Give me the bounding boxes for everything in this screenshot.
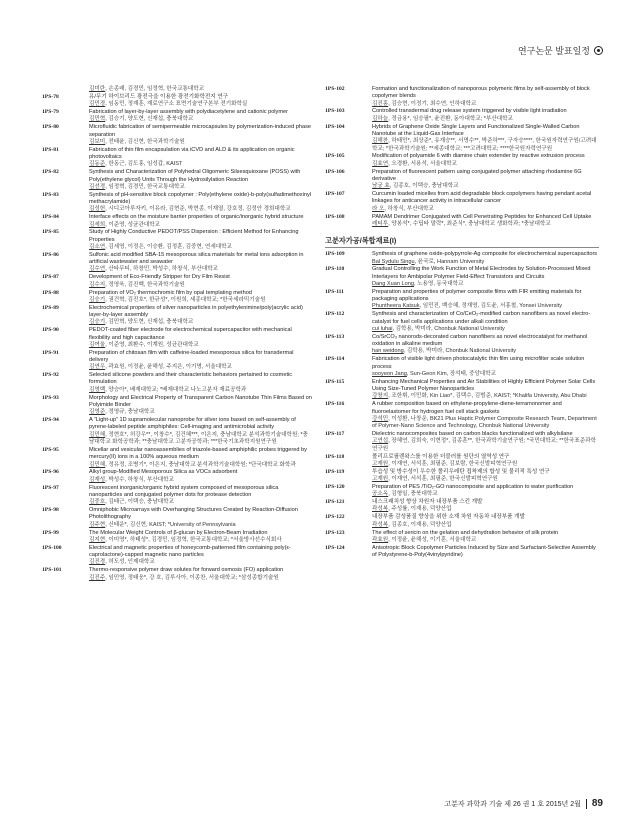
entry-body <box>372 191 599 213</box>
entry-code: 1PS-103 <box>325 108 345 115</box>
entry-body <box>372 545 599 560</box>
entry-body <box>89 327 312 349</box>
entry-authors: Bal Sydulu Singu, 윤국로, Hannam University <box>372 258 485 265</box>
entry-body <box>372 266 599 288</box>
entry-body <box>89 86 312 93</box>
page-number: 89 <box>591 798 603 809</box>
entry-authors: 고재원, 이재연, 서석훈, 최필준, 김보람, 한국신발피혁연구원 <box>372 460 518 467</box>
program-entry <box>42 567 312 582</box>
entry-authors: 김민경, 임동민, 정재훈, 재료연구소 표면기술연구본부 전기화학실 <box>89 101 248 108</box>
entry-title: Interface effects on the moisture barrier properties of organic/inorganic hybrid structure <box>89 214 304 221</box>
entry-code: 1PS-82 <box>42 169 59 176</box>
program-entry <box>325 484 599 499</box>
entry-code: 1PS-90 <box>42 327 59 334</box>
entry-code: 1PS-119 <box>325 468 345 475</box>
entry-title: 유/무기 하이브리드 광전극을 이용한 광전기화학전지 연구 <box>89 93 229 100</box>
entry-code: 1PS-88 <box>42 289 59 296</box>
program-entry <box>42 290 312 305</box>
program-entry <box>325 401 599 430</box>
entry-code: 1PS-95 <box>42 446 59 453</box>
entry-body <box>89 469 312 484</box>
entry-code: 1PS-104 <box>325 123 345 130</box>
left-column <box>42 86 312 582</box>
entry-authors: cui luhai, 김학용, 박미라, Chonbuk National University <box>372 325 505 332</box>
entry-authors: 공소옥, 김형일, 충북대학교 <box>372 491 438 498</box>
program-entry <box>42 86 312 93</box>
entry-body <box>372 356 599 378</box>
program-entry <box>325 169 599 191</box>
program-entry <box>42 274 312 289</box>
program-entry <box>42 214 312 229</box>
entry-body <box>372 214 599 229</box>
entry-code: 1PS-78 <box>42 93 59 100</box>
entry-body <box>89 124 312 146</box>
entry-body <box>372 454 599 469</box>
entry-code: 1PS-115 <box>325 378 345 385</box>
entry-body <box>89 290 312 305</box>
entry-code: 1PS-108 <box>325 213 345 220</box>
entry-authors: 고연섭, 장혜연, 김희숙, 이현정*, 김종훈**, 한국과학기술연구원; *국민대학교; **한국표준과학연구원 <box>372 438 596 452</box>
entry-body <box>89 395 312 417</box>
program-entry <box>42 485 312 507</box>
entry-authors: Phuntheera Katsuk, 임민진, 백승혜, 정재영, 김도윤, 서홍철, Yonsei University <box>372 303 562 310</box>
entry-title: Omniphobic Microarrays with Overhanging Structures Created by Reaction-Diffusion Photolithography <box>89 507 298 521</box>
entry-code: 1PS-79 <box>42 109 59 116</box>
program-entry <box>325 545 599 560</box>
entry-code: 1PS-89 <box>42 304 59 311</box>
entry-code: 1PS-121 <box>325 499 345 506</box>
entry-authors: 고재원, 이재연, 서석훈, 최필준, 한국신발피혁연구원 <box>372 476 498 483</box>
entry-title: Preparation of fluorescent pattern using conjugated polymer attaching rhodamine 6G derivative <box>372 168 582 182</box>
program-entry <box>325 108 599 123</box>
program-entry <box>325 454 599 469</box>
entry-authors: 김수연, 산타무티, 하창민, 박성수, 하창식, 부산대학교 <box>89 266 219 273</box>
entry-title: Microfluidic fabrication of semipermeable microcapsules by polymerization-induced phase separation <box>89 124 311 138</box>
entry-title: Morphology and Electrical Property of Transparent Carbon Nanotube Thin Films Based on Polyimide Binder <box>89 394 312 408</box>
entry-authors: 곽성복, 주성률, 이재용, 덕양산업 <box>372 506 452 513</box>
entry-title: Fabrication of thin film encapsulation via iCVD and ALD & its application on organic photovoltaics <box>89 146 295 161</box>
entry-code: 1PS-106 <box>325 168 345 175</box>
entry-authors: 김민혁, 김승기, 양도현, 신재섭, 충북대학교 <box>89 116 194 123</box>
program-entry <box>42 447 312 469</box>
entry-authors: 김동준, 한동근, 김도홍, 임성갑, KAIST <box>89 161 183 168</box>
entry-authors: 김하늘, 정금용*, 임승필*, 윤진환, 동아대학교; *부산대학교 <box>372 115 513 122</box>
program-entry <box>42 192 312 214</box>
entry-code: 1PS-124 <box>325 544 345 551</box>
entry-authors: 김민혜, 정현호*, 허강우**, 이창수*, 김건혜***, 이은지, 충남대학교 분석과학기술대학원; *충남대학교 화학공학과; **충남대학교 고분자공학과; ***한국기초과학지원연구원 <box>89 431 309 446</box>
entry-body <box>372 289 599 311</box>
entry-code: 1PS-94 <box>42 417 59 424</box>
entry-title: The effect of sericin on the gelation and dehydration behavior of silk protein <box>372 529 559 536</box>
program-entry <box>42 147 312 169</box>
entry-title: Synthesis and Characterization of Polyhedral Oligomeric Silsesquioxane (POSS) with Poly(ethylene glycol) Units Through the Hydrosilylation Reaction <box>89 169 301 183</box>
entry-authors: 김승기, 권건혁, 김진호*, 한규성*, 이원희, 세종대학교; *한국세라믹기술원 <box>89 296 266 303</box>
entry-code: 1PS-92 <box>42 372 59 379</box>
program-entry <box>42 469 312 484</box>
entry-code: 1PS-96 <box>42 469 59 476</box>
entry-body <box>372 334 599 356</box>
entry-code: 1PS-113 <box>325 333 345 340</box>
entry-body <box>89 305 312 327</box>
entry-body <box>372 108 599 123</box>
entry-title: Sulfonic acid modified SBA-15 mesoporous silica materials for metal ions adsorption in artificial wastewater and seawater <box>89 251 304 266</box>
program-entry <box>42 545 312 567</box>
entry-title: A “Light-up” 1D supramolecular nanoprobe for silver ions based on self-assembly of pyrene-labeled peptide amphiphiles: Cell-imaging and antimicrobial activity <box>89 417 296 431</box>
entry-title: Formation and functionalization of nanoporous polymeric films by self-assembly of block copolymer blends <box>372 86 590 100</box>
program-entry <box>42 109 312 124</box>
entry-code: 1PS-100 <box>42 544 62 551</box>
entry-title: Synthesis of graphene oxide-polypyrrole-Ag composite for electrochemical supercapacitors <box>372 251 598 258</box>
entry-code: 1PS-80 <box>42 124 59 131</box>
entry-code: 1PS-87 <box>42 274 59 281</box>
entry-code: 1PS-117 <box>325 431 345 438</box>
entry-title: A rubber composition based on ethylene-propylene-diene-terramonomer and fluoroelastomer for hydrogen fuel cell stack gaskets <box>372 401 562 415</box>
entry-title: The Molecular Weight Controls of β-glucan by Electron-Beam Irradiation <box>89 529 268 536</box>
program-entry <box>325 356 599 378</box>
program-entry <box>325 153 599 168</box>
entry-body <box>89 252 312 274</box>
entry-title: Fluorescent inorganic/organic hybrid system composed of mesoporous silica nanoparticles and conjugated polymer dots for protease detection <box>89 484 279 498</box>
entry-code: 1PS-120 <box>325 483 345 490</box>
entry-code: 1PS-93 <box>42 394 59 401</box>
entry-body <box>89 567 312 582</box>
program-entry <box>42 94 312 109</box>
entry-title: Gradual Controlling the Work Function of Metal Electrodes by Solution-Processed Mixed Interlayers for Ambipolar Polymer Field-Effect Transistors and Circuits <box>372 266 591 280</box>
entry-authors: 김지현, 이미영*, 하태성*, 김경민, 임정혁, 한국교통대학교; *서울방사선수식회사 <box>89 536 282 543</box>
entry-authors: 김미란, 손종래, 김경민, 임정혁, 한국교통대학교 <box>89 86 205 92</box>
program-entry <box>325 124 599 153</box>
entry-body <box>372 431 599 453</box>
entry-title: PAMAM Dendrimer Conjugated with Cell Penetrating Peptides for Enhanced Cell Uptake <box>372 213 592 220</box>
entry-title: 폴리프로필렌왁스를 이용한 더블러를 원단의 열역성 연구 <box>372 453 510 460</box>
right-entries-bottom <box>325 251 599 559</box>
entry-authors: 김보미, 전태윤, 김신현, 한국과학기술원 <box>89 138 185 145</box>
entry-title: Alkyl group-Modified Mesoporous Silica as VOCs adsorbent <box>89 469 238 476</box>
entry-body <box>372 499 599 514</box>
program-entry <box>42 305 312 327</box>
program-entry <box>42 327 312 349</box>
entry-code: 1PS-85 <box>42 229 59 236</box>
entry-code: 1PS-99 <box>42 529 59 536</box>
entry-authors: 김영준, 정영규, 충남대학교 <box>89 409 155 416</box>
entry-body <box>372 530 599 545</box>
entry-code: 1PS-91 <box>42 349 59 356</box>
entry-authors: 김여울, 이준영, 최환수, 이계원, 성균관대학교 <box>89 341 199 348</box>
program-entry <box>325 86 599 108</box>
entry-code: 1PS-97 <box>42 484 59 491</box>
entry-body <box>89 447 312 469</box>
program-entry <box>325 311 599 333</box>
entry-title: Fabrication of layer-by-layer assembly with polydiacetylene and cationic polymer <box>89 109 288 116</box>
entry-body <box>372 484 599 499</box>
entry-body <box>89 214 312 229</box>
entry-title: Study of Highly Conductive PEDOT/PSS Dispersion : Efficient Method for Enhancing Properties <box>89 229 299 243</box>
right-column <box>325 86 599 560</box>
entry-title: Synthesis of pH-sensitive block copolymer : Poly(ethylene oxide)-b-poly(sulfadimethoxinyl methacrylamide) <box>89 191 311 206</box>
entry-body <box>372 169 599 191</box>
program-entry <box>42 372 312 394</box>
entry-body <box>372 514 599 529</box>
entry-code: 1PS-102 <box>325 86 345 92</box>
entry-authors: 김진주, 임민영, 정태웅*, 강 호, 김루사아, 이종찬, 서울대학교; *삼성종합기술원 <box>89 574 279 581</box>
program-entry <box>42 530 312 545</box>
entry-title: Electrical and magnetic properties of honeycomb-patterned film containing poly(ε-caprolactone)-capped magnetic nano particles <box>89 544 291 559</box>
entry-code: 1PS-105 <box>325 153 345 160</box>
entry-body <box>89 109 312 124</box>
entry-body <box>89 169 312 191</box>
entry-authors: 김주현, 신태운*, 김신현, KAIST; *University of Pennsylvania <box>89 521 236 528</box>
entry-authors: 김수지, 정영욱, 김진백, 한국과학기술원 <box>89 281 185 288</box>
entry-authors: 남궁 효, 김종호, 이택승, 충남대학교 <box>372 183 459 190</box>
entry-code: 1PS-110 <box>325 266 345 273</box>
entry-title: Preparation of PES /TiO₂-GO nanocomposite and application to water purification <box>372 483 574 490</box>
entry-body <box>89 372 312 394</box>
entry-title: Micellar and vesicular nanoassemblies of triazole-based amphiphilic probes triggered by mercury(II) ions in a 100% aqueous medium <box>89 446 307 461</box>
entry-title: Preparation and properties of polymer composite films with FIR emitting materials for packaging applications <box>372 288 582 303</box>
entry-body <box>89 229 312 251</box>
entry-code: 1PS-101 <box>42 567 62 574</box>
circle-bullet-icon <box>594 46 603 55</box>
entry-code: 1PS-112 <box>325 311 345 318</box>
entry-title: Modification of polyamide 6 with diamine chain extender by reactive extrusion process <box>372 153 585 160</box>
program-entry <box>325 469 599 484</box>
entry-body <box>372 86 599 108</box>
entry-authors: 김해찬, 하태민*, 최상준*, 유재승**, 서명수**, 박준하***, 구자승****, 한국원자력연구원/고려대학교; *한국과학기술원; **세종대학교; ***고려대학교; ****한국원자력연구원 <box>372 138 597 152</box>
header-title: 연구논문 발표일정 <box>517 46 590 56</box>
entry-authors: 김선경, 임정혁, 김경민, 한국교통대학교 <box>89 183 185 190</box>
entry-authors: 김효연, 오경환, 서용석, 서울대학교 <box>372 160 457 167</box>
program-entry <box>42 169 312 191</box>
entry-code: 1PS-86 <box>42 251 59 258</box>
entry-code: 1PS-83 <box>42 191 59 198</box>
program-entry <box>325 191 599 213</box>
entry-body <box>89 485 312 507</box>
entry-authors: 강창지, 조한휘, 이민화, Kin Liao*, 김택수, 김범준, KAIST; *Khalifa University, Abu Dhabi <box>372 393 587 400</box>
entry-body <box>89 530 312 545</box>
entry-title: Preparation of chitosan film with caffeine-loaded mesoporous silica for transdermal delivery <box>89 349 294 363</box>
program-entry <box>325 530 599 545</box>
entry-body <box>89 192 312 214</box>
entry-authors: 김민혜, 정유정, 조병기*, 이은지, 충남대학교 분석과학기술대학원; *단국대학교 화학과 <box>89 461 296 468</box>
page-header <box>518 44 603 57</box>
entry-title: Dielectric nanocomposites based on carbon blacks functionalized with alkylsilane <box>372 431 573 438</box>
entry-authors: 김세희, 이준영, 성균관대학교 <box>89 221 161 228</box>
program-entry <box>42 350 312 372</box>
entry-authors: 김중호, 김태근, 이택승, 충남대학교 <box>89 499 174 506</box>
section-heading: 고분자가공/복합재료(I) <box>325 236 599 248</box>
program-entry <box>325 289 599 311</box>
program-entry <box>325 266 599 288</box>
entry-code <box>42 86 89 93</box>
entry-title: 내스크래치성 향상 차원자 내장부품 스킨 개발 <box>372 499 483 506</box>
entry-code: 1PS-116 <box>325 401 345 408</box>
entry-authors: sooyeon Jang, Sun-Geon Kim, 장석태, 중앙대학교 <box>372 370 497 377</box>
entry-authors: 김진홍, 김승현, 이정기, 최수연, 인하대학교 <box>372 100 477 107</box>
entry-code: 1PS-123 <box>325 529 345 536</box>
entry-authors: 김진경, 허도성, 인제대학교 <box>89 559 155 566</box>
program-entry <box>42 417 312 446</box>
entry-title: Synthesis and characterization of Co/CeO₂-modified carbon nanofibers as novel electro-catalyst for fuel cells applications under alkali condition <box>372 311 591 325</box>
entry-code: 1PS-118 <box>325 453 345 460</box>
entry-title: Anisotropic Block Copolymer Particles Induced by Size and Surfactant-Selective Assembly of Polystyrene-b-Poly(4vinylpyridine) <box>372 544 596 558</box>
entry-authors: han weidong, 김학용, 박미라, Chonbuk National University <box>372 348 517 355</box>
entry-authors: 강석민, 이성환, 나창운, BK21 Plus Haptic Polymer Composite Research Team, Department of Polymer-Nano Science and Technology, Chonbuk National University <box>372 415 597 430</box>
entry-code: 1PS-122 <box>325 514 345 521</box>
program-entry <box>325 499 599 514</box>
page-footer <box>444 798 603 809</box>
program-entry <box>325 514 599 529</box>
entry-body <box>89 507 312 529</box>
entry-authors: 김성헌, 시디코아루자키, 이유라, 김현준, 박현종, 이재열, 강호정, 김정안 경희대학교 <box>89 206 291 213</box>
entry-body <box>372 251 599 266</box>
program-entry <box>325 379 599 401</box>
entry-authors: 곽효원, 이정윤, 윤해성, 이기훈, 서울대학교 <box>372 536 477 543</box>
program-entry <box>42 229 312 251</box>
entry-code: 1PS-98 <box>42 507 59 514</box>
entry-title: Co/SrCO₃ nanorods-decorated carbon nanofibers as novel electrocatalyst for methanol oxidation in alkaline medium <box>372 333 588 348</box>
entry-body <box>89 274 312 289</box>
program-entry <box>42 507 312 529</box>
entry-title: Fabrication of visible light driven photocatalytic thin film using microfilter scale solution process <box>372 356 585 370</box>
entry-authors: 레티투, 양봉석*, 수딥타 말락*, 최준식*, 충남대학교 생화학과; *충남대학교 <box>372 220 551 227</box>
entry-code: 1PS-114 <box>325 356 345 363</box>
entry-authors: 김재성, 박성수, 하창식, 부산대학교 <box>89 476 174 483</box>
entry-authors: 김소연, 김세영, 이정은, 이승환, 김정훈, 김중현, 연세대학교 <box>89 243 232 250</box>
entry-body <box>89 545 312 567</box>
entry-body <box>372 401 599 430</box>
entry-title: Enhancing Mechanical Properties and Air Stabilities of Highly Efficient Polymer Solar Cells Using Size-Tuned Polymer Nanoparticles <box>372 378 596 393</box>
program-entry <box>325 334 599 356</box>
entry-title: Curcumin loaded micelles from acid degradable block copolymers having pendant acetal linkages for anticancer activity in intracellular cancer <box>372 191 592 205</box>
entry-title: Thermo-responsive polymer draw solutes for forward osmosis (FO) application <box>89 567 284 574</box>
entry-body <box>89 147 312 169</box>
entry-authors: 라 오, 하창식, 부산대학교 <box>372 205 434 212</box>
entry-title: 내장부품 감성품질 향상을 위한 소재 차원 자동차 내장부품 개발 <box>372 514 525 521</box>
entry-title: Development of Eco-Friendly Stripper for Dry Film Resist <box>89 274 230 281</box>
entry-code: 1PS-111 <box>325 288 344 295</box>
entry-authors: 곽성복, 김종호, 이재용, 덕양산업 <box>372 521 452 528</box>
entry-authors: 김승기, 김민혁, 양도현, 신재섭, 충북대학교 <box>89 319 194 326</box>
program-entry <box>42 124 312 146</box>
entry-title: Hybrids of Graphene Oxide Single Layers and Functionalized Single-Walled Carbon Nanotube at the Liquid-Gas Interface <box>372 123 580 137</box>
entry-authors: Dang Xuan Long, 노용영, 동국대학교 <box>372 280 464 287</box>
right-entries-top <box>325 86 599 228</box>
entry-title: 투습성 및 방수성이 우수한 폴리우레탄 접착제의 합성 및 물리적 특성 연구 <box>372 468 550 475</box>
entry-code: 1PS-84 <box>42 214 59 221</box>
entry-title: Preparation of VO₂ thermochromic film by opal templating method <box>89 289 252 296</box>
entry-authors: 김연우, 곽효원, 이정윤, 윤해성, 주지은, 이기명, 서울대학교 <box>89 364 232 371</box>
program-entry <box>325 251 599 266</box>
entry-authors: 김영백, 양승아*, 배재대학교; *배재대학교 나노고분자 재료공학과 <box>89 386 247 393</box>
entry-code: 1PS-109 <box>325 251 345 258</box>
entry-title: PEDOT-coated fiber electrode for electrochemical supercapacitor with mechanical flexibility and high capacitance <box>89 327 292 341</box>
entry-body <box>89 94 312 109</box>
program-entry <box>325 431 599 453</box>
entry-body <box>372 311 599 333</box>
entry-body <box>372 153 599 168</box>
entry-body <box>89 417 312 446</box>
entry-title: Electrochemical properties of silver nanoparticles in polyethylenimine/poly(acrylic acid) layer-by-layer assembly <box>89 304 303 319</box>
entry-code: 1PS-81 <box>42 146 59 153</box>
program-entry <box>42 395 312 417</box>
journal-info: 고분자 과학과 기술 제 26 권 1 호 2015년 2월 <box>444 800 581 808</box>
footer-divider <box>586 799 587 809</box>
program-entry <box>325 214 599 229</box>
entry-body <box>372 124 599 153</box>
program-entry <box>42 252 312 274</box>
entry-body <box>372 379 599 401</box>
entry-body <box>89 350 312 372</box>
entry-code: 1PS-107 <box>325 191 345 198</box>
entry-title: Selected silicone powders and their characteristic behaviors pertained to cosmetic formulation <box>89 372 293 386</box>
entry-body <box>372 469 599 484</box>
entry-title: Controlled transdermal drug release system triggered by visible light irradiation <box>372 108 567 115</box>
